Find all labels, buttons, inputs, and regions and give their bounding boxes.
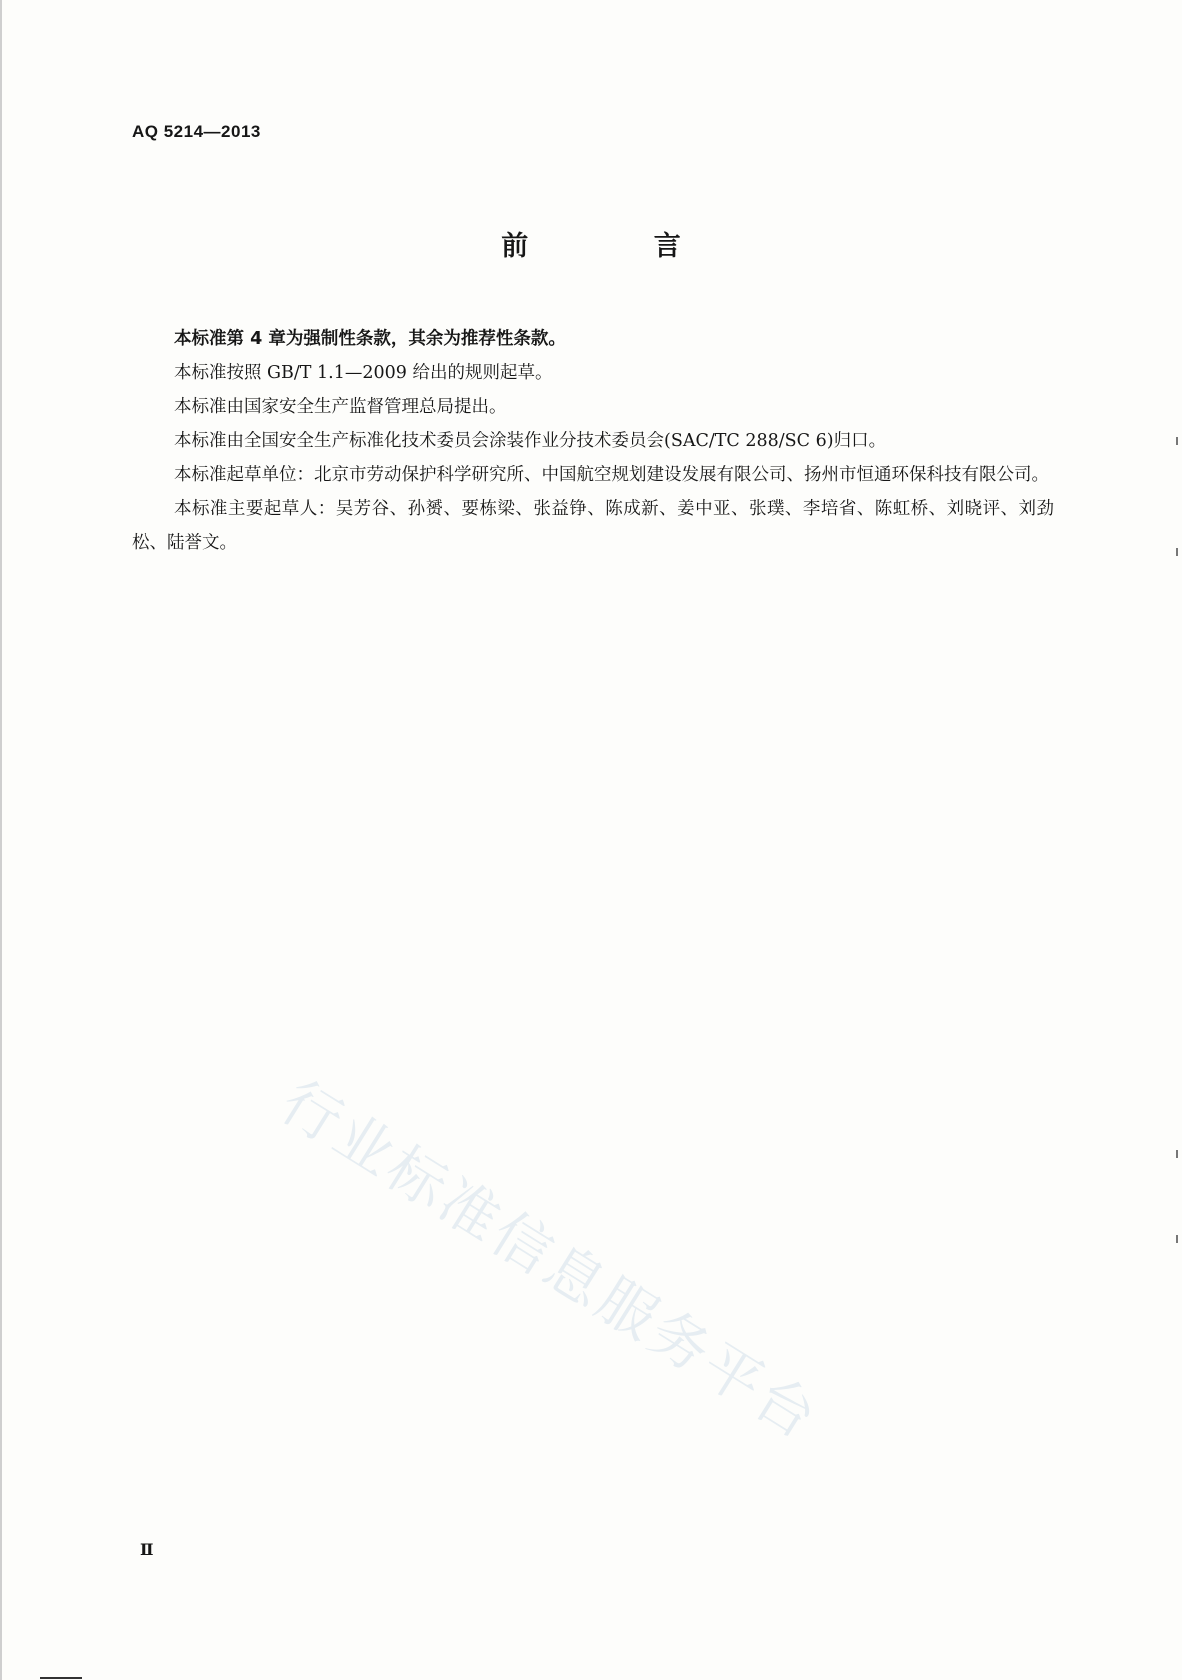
paragraph-centralized-unit: 本标准由全国安全生产标准化技术委员会涂装作业分技术委员会(SAC/TC 288/SC 6)归口。	[174, 431, 887, 451]
paragraph-drafting-units: 本标准起草单位：北京市劳动保护科学研究所、中国航空规划建设发展有限公司、扬州市恒通环保科技有限公司。	[174, 465, 1049, 485]
page-title: 前 言	[501, 231, 739, 262]
bottom-rule	[40, 1677, 82, 1679]
page-number: Ⅱ	[140, 1540, 154, 1559]
scan-edge-mark	[1176, 1150, 1178, 1158]
scan-edge-mark	[1176, 548, 1178, 556]
standard-code: AQ 5214—2013	[132, 122, 261, 141]
paragraph-mandatory-clause: 本标准第 4 章为强制性条款，其余为推荐性条款。	[174, 329, 566, 349]
scan-edge-mark	[1176, 1235, 1178, 1243]
scan-edge-mark	[1176, 437, 1178, 445]
paragraph-main-drafters: 本标准主要起草人：吴芳谷、孙赟、要栋梁、张益铮、陈成新、姜中亚、张璞、李培省、陈虹桥、刘晓评、刘劲松、陆誉文。	[132, 499, 1054, 553]
paragraph-drafting-rules: 本标准按照 GB/T 1.1—2009 给出的规则起草。	[174, 363, 553, 383]
watermark: 行业标准信息服务平台	[269, 1067, 832, 1454]
paragraph-proposer: 本标准由国家安全生产监督管理总局提出。	[174, 397, 507, 417]
foreword-body	[132, 322, 1054, 560]
